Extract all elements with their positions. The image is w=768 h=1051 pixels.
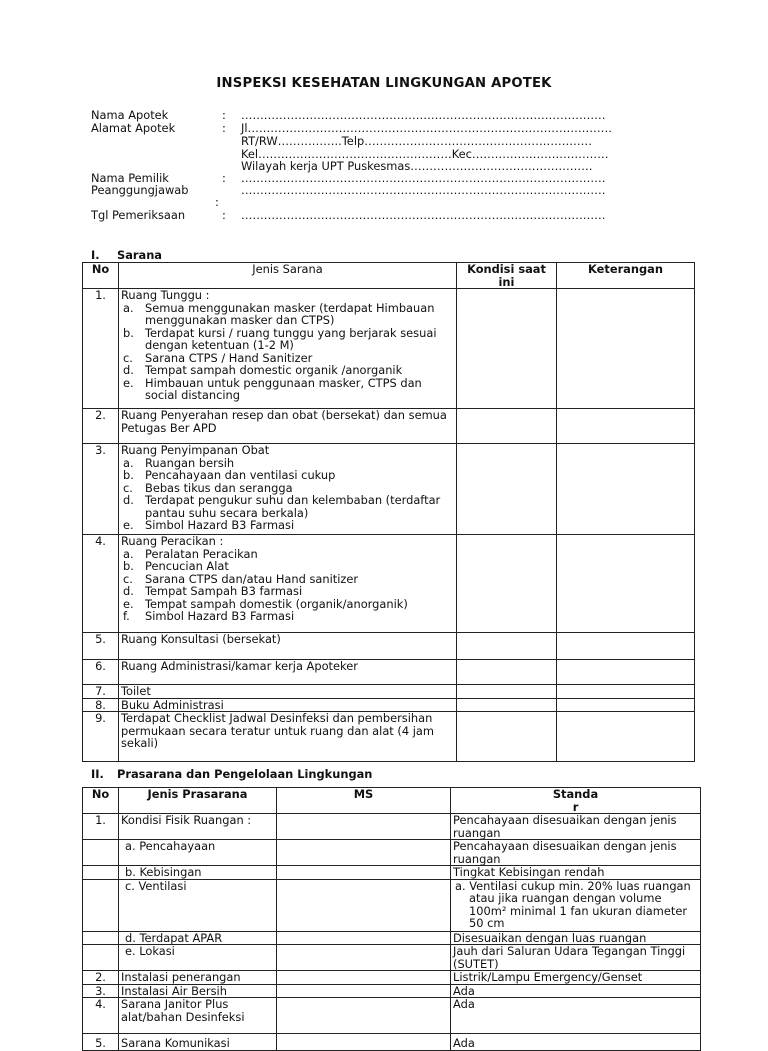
kondisi-cell[interactable] — [457, 444, 557, 535]
document-title: INSPEKSI KESEHATAN LINGKUNGAN APOTEK — [216, 76, 552, 91]
section-2-title: Prasarana dan Pengelolaan Lingkungan — [117, 767, 373, 781]
row-number: 3. — [83, 444, 119, 535]
sarana-table — [82, 262, 695, 762]
jenis-prasarana: b. Kebisingan — [119, 866, 277, 880]
ms-cell[interactable] — [277, 971, 451, 985]
table-row — [83, 998, 701, 1034]
table-row — [83, 879, 701, 931]
penanggungjawab-field: …………………………………………………………………………………… — [241, 183, 606, 197]
list-item: f. Simbol Hazard B3 Farmasi — [123, 609, 295, 623]
list-item: d. Tempat Sampah B3 farmasi — [123, 584, 303, 598]
table-header-row — [83, 788, 701, 814]
ms-cell[interactable] — [277, 1034, 451, 1051]
row-title: Ruang Konsultasi (bersekat) — [119, 633, 457, 660]
alamat-label: Alamat Apotek — [91, 121, 176, 135]
table-row — [83, 685, 695, 699]
row-number: 7. — [83, 685, 119, 699]
table-row — [83, 971, 701, 985]
row-content — [119, 289, 457, 409]
section-1-title: Sarana — [117, 248, 162, 262]
colon: : — [215, 195, 219, 209]
row-number — [83, 931, 119, 945]
keterangan-cell[interactable] — [557, 712, 695, 762]
penanggungjawab-label: Peanggungjawab — [91, 183, 189, 197]
standar: Ada — [451, 984, 701, 998]
tgl-pemeriksaan-field: …………………………………………………………………………………… — [241, 208, 606, 222]
list-item: d. Tempat sampah domestic organik /anorganik — [123, 363, 403, 377]
row-title: Terdapat Checklist Jadwal Desinfeksi dan pembersihan permukaan secara teratur untuk ruang dan alat (4 jam sekali) — [119, 712, 457, 762]
jenis-prasarana: a. Pencahayaan — [119, 840, 277, 866]
ms-cell[interactable] — [277, 998, 451, 1034]
jenis-prasarana: c. Ventilasi — [119, 879, 277, 931]
kondisi-cell[interactable] — [457, 712, 557, 762]
jenis-prasarana: Instalasi penerangan — [119, 971, 277, 985]
table-row — [83, 698, 695, 712]
ms-cell[interactable] — [277, 879, 451, 931]
table-row — [83, 984, 701, 998]
row-number: 2. — [83, 971, 119, 985]
row-number — [83, 879, 119, 931]
table-row — [83, 712, 695, 762]
table-row — [83, 945, 701, 971]
header-standar: Standa r — [451, 788, 701, 814]
kondisi-cell[interactable] — [457, 289, 557, 409]
keterangan-cell[interactable] — [557, 409, 695, 444]
ms-cell[interactable] — [277, 814, 451, 840]
header-keterangan: Keterangan — [557, 263, 695, 289]
row-number: 2. — [83, 409, 119, 444]
table-row — [83, 409, 695, 444]
header-no: No — [83, 788, 119, 814]
list-item: d. Terdapat pengukur suhu dan kelembaban (terdaftar pantau suhu secara berkala) — [123, 493, 441, 520]
row-title: Ruang Penyerahan resep dan obat (bersekat) dan semua Petugas Ber APD — [119, 409, 457, 444]
keterangan-cell[interactable] — [557, 660, 695, 685]
row-number — [83, 945, 119, 971]
standar: a. Ventilasi cukup min. 20% luas ruangan atau jika ruangan dengan volume 100m² minimal 1 fan ukuran diameter 50 cm — [451, 879, 701, 931]
row-content — [119, 444, 457, 535]
kondisi-cell[interactable] — [457, 633, 557, 660]
ms-cell[interactable] — [277, 984, 451, 998]
list-item: c. Bebas tikus dan serangga — [123, 480, 293, 495]
header-jenis-prasarana: Jenis Prasarana — [119, 788, 277, 814]
row-number: 5. — [83, 633, 119, 660]
section-2-number: II. — [91, 767, 104, 781]
prasarana-table — [82, 787, 701, 1051]
kondisi-cell[interactable] — [457, 685, 557, 699]
table-row — [83, 660, 695, 685]
kondisi-cell[interactable] — [457, 698, 557, 712]
row-number: 6. — [83, 660, 119, 685]
colon: : — [222, 121, 226, 135]
colon: : — [222, 208, 226, 222]
list-item: c. Sarana CTPS / Hand Sanitizer — [123, 350, 313, 365]
keterangan-cell[interactable] — [557, 535, 695, 633]
standar: Ada — [451, 998, 701, 1034]
row-number: 3. — [83, 984, 119, 998]
row-title: Buku Administrasi — [119, 698, 457, 712]
row-title: Toilet — [119, 685, 457, 699]
row-number: 4. — [83, 998, 119, 1034]
keterangan-cell[interactable] — [557, 444, 695, 535]
jenis-prasarana: Instalasi Air Bersih — [119, 984, 277, 998]
nama-pemilik-field: …………………………………………………………………………………… — [241, 171, 606, 185]
table-row — [83, 840, 701, 866]
standar: Pencahayaan disesuaikan dengan jenis ruangan — [451, 814, 701, 840]
jenis-prasarana: Kondisi Fisik Ruangan : — [119, 814, 277, 840]
row-number: 5. — [83, 1034, 119, 1051]
row-number: 1. — [83, 289, 119, 409]
row-number — [83, 866, 119, 880]
alamat-kel-field: Kel……………………………………………Kec……………………………… — [241, 147, 609, 161]
list-item: a. Peralatan Peracikan — [123, 546, 258, 561]
section-1-number: I. — [91, 248, 100, 262]
ms-cell[interactable] — [277, 931, 451, 945]
kondisi-cell[interactable] — [457, 409, 557, 444]
list-item: b. Pencucian Alat — [123, 559, 229, 573]
list-item: b. Pencahayaan dan ventilasi cukup — [123, 468, 336, 482]
keterangan-cell[interactable] — [557, 698, 695, 712]
nama-apotek-field: …………………………………………………………………………………… — [241, 108, 606, 122]
table-row — [83, 633, 695, 660]
row-title: Ruang Administrasi/kamar kerja Apoteker — [119, 660, 457, 685]
standar: Pencahayaan disesuaikan dengan jenis ruangan — [451, 840, 701, 866]
row-number: 4. — [83, 535, 119, 633]
tgl-pemeriksaan-label: Tgl Pemeriksaan — [91, 208, 186, 222]
row-number: 8. — [83, 698, 119, 712]
row-number: 1. — [83, 814, 119, 840]
header-no: No — [83, 263, 119, 289]
jenis-prasarana: Sarana Komunikasi — [119, 1034, 277, 1051]
table-row — [83, 814, 701, 840]
jenis-prasarana: Sarana Janitor Plus alat/bahan Desinfeksi — [119, 998, 277, 1034]
table-row — [83, 444, 695, 535]
alamat-wilayah-field: Wilayah kerja UPT Puskesmas………………………………………… — [241, 159, 593, 173]
standar: Ada — [451, 1034, 701, 1051]
standar: Tingkat Kebisingan rendah — [451, 866, 701, 880]
colon: : — [222, 171, 226, 185]
table-header-row — [83, 263, 695, 289]
table-row — [83, 289, 695, 409]
ms-cell[interactable] — [277, 840, 451, 866]
alamat-jl-field: Jl…………………………………………………………………………………… — [241, 121, 613, 135]
ms-cell[interactable] — [277, 945, 451, 971]
nama-pemilik-label: Nama Pemilik — [91, 171, 169, 185]
standar: Jauh dari Saluran Udara Tegangan Tinggi (SUTET) — [451, 945, 701, 971]
ms-cell[interactable] — [277, 866, 451, 880]
list-item: e. Tempat sampah domestik (organik/anorganik) — [123, 596, 408, 611]
list-item: e. Himbauan untuk penggunaan masker, CTPS dan social distancing — [123, 375, 422, 402]
list-item: a. Ruangan bersih — [123, 455, 235, 470]
row-title: Ruang Penyimpanan Obat — [121, 443, 270, 457]
row-title: Ruang Tunggu : — [121, 288, 210, 302]
jenis-prasarana: e. Lokasi — [119, 945, 277, 971]
row-number: 9. — [83, 712, 119, 762]
table-row — [83, 535, 695, 633]
table-row — [83, 866, 701, 880]
header-ms: MS — [277, 788, 451, 814]
row-content — [119, 535, 457, 633]
jenis-prasarana: d. Terdapat APAR — [119, 931, 277, 945]
keterangan-cell[interactable] — [557, 633, 695, 660]
list-item: a. Semua menggunakan masker (terdapat Himbauan menggunakan masker dan CTPS) — [123, 300, 435, 327]
alamat-rt-field: RT/RW……………..Telp…………………………………………………… — [241, 134, 593, 148]
list-item: e. Simbol Hazard B3 Farmasi — [123, 518, 295, 532]
standar: Listrik/Lampu Emergency/Genset — [451, 971, 701, 985]
list-item: b. Terdapat kursi / ruang tunggu yang berjarak sesuai dengan ketentuan (1-2 M) — [123, 325, 437, 352]
header-kondisi: Kondisi saat ini — [457, 263, 557, 289]
table-row — [83, 931, 701, 945]
kondisi-cell[interactable] — [457, 535, 557, 633]
list-item: c. Sarana CTPS dan/atau Hand sanitizer — [123, 571, 359, 586]
row-title: Ruang Peracikan : — [121, 534, 224, 548]
colon: : — [222, 108, 226, 122]
keterangan-cell[interactable] — [557, 289, 695, 409]
row-number — [83, 840, 119, 866]
keterangan-cell[interactable] — [557, 685, 695, 699]
nama-apotek-label: Nama Apotek — [91, 108, 169, 122]
header-jenis-sarana: Jenis Sarana — [119, 263, 457, 289]
table-row — [83, 1034, 701, 1051]
standar: Disesuaikan dengan luas ruangan — [451, 931, 701, 945]
kondisi-cell[interactable] — [457, 660, 557, 685]
